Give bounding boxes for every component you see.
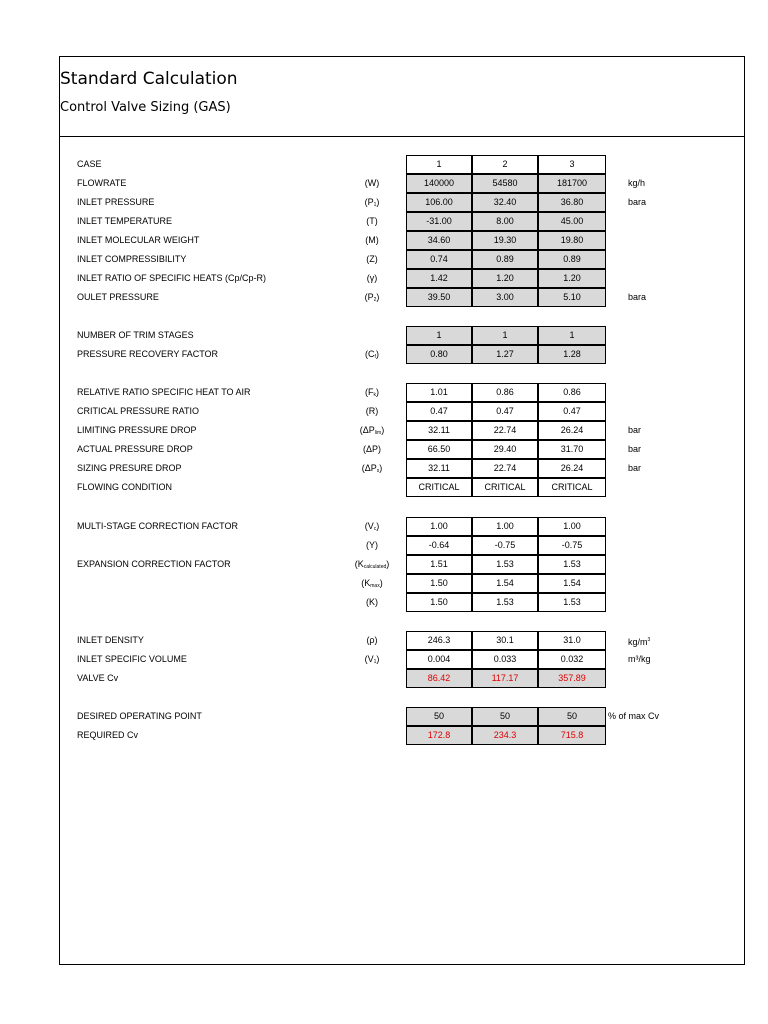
inlet-temperature-row xyxy=(60,212,746,231)
value-cell: 181700 xyxy=(538,174,606,193)
value-cell: 106.00 xyxy=(406,193,472,212)
value-cell: 45.00 xyxy=(538,212,606,231)
row-symbol: $(V_1)$ xyxy=(364,654,380,665)
value-cell: 1.54 xyxy=(472,574,538,593)
value-cell: 30.1 xyxy=(472,631,538,650)
row-symbol: (γ) xyxy=(366,273,378,283)
value-cell: 0.89 xyxy=(538,250,606,269)
calculation-sheet xyxy=(59,56,745,965)
row-symbol: (ΔP) xyxy=(362,444,381,454)
flowrate-row xyxy=(60,174,746,193)
row-label: ACTUAL PRESSURE DROP xyxy=(77,444,193,454)
pressure-recovery-factor-row xyxy=(60,345,746,364)
value-cell: -0.75 xyxy=(538,536,606,555)
value-cell: 0.47 xyxy=(406,402,472,421)
page-subtitle: Control Valve Sizing (GAS) xyxy=(60,100,231,115)
value-cell: 54580 xyxy=(472,174,538,193)
row-label: REQUIRED Cv xyxy=(77,730,139,740)
row-symbol: (Z) xyxy=(366,254,378,264)
row-label: CASE xyxy=(77,159,102,169)
row-symbol: (T) xyxy=(366,216,378,226)
value-cell: 1.51 xyxy=(406,555,472,574)
value-cell: 0.89 xyxy=(472,250,538,269)
row-label: FLOWRATE xyxy=(77,178,127,188)
value-cell: -0.64 xyxy=(406,536,472,555)
value-cell: 0.004 xyxy=(406,650,472,669)
row-label: LIMITING PRESSURE DROP xyxy=(77,425,197,435)
row-label: OULET PRESSURE xyxy=(77,292,159,302)
row-unit: % of max Cv xyxy=(608,711,660,721)
critical-pressure-ratio-row xyxy=(60,402,746,421)
result-cell: 357.89 xyxy=(538,669,606,688)
row-label: INLET TEMPERATURE xyxy=(77,216,173,226)
row-symbol: $(K_{calculated})$ xyxy=(354,559,390,570)
row-label: INLET PRESSURE xyxy=(77,197,155,207)
row-label: INLET COMPRESSIBILITY xyxy=(77,254,187,264)
value-cell: 8.00 xyxy=(472,212,538,231)
value-cell: -31.00 xyxy=(406,212,472,231)
trim-stages-row xyxy=(60,326,746,345)
value-cell: 1.00 xyxy=(406,517,472,536)
value-cell: 1.20 xyxy=(538,269,606,288)
outlet-pressure-row xyxy=(60,288,746,307)
header-divider xyxy=(60,136,744,137)
value-cell: 19.80 xyxy=(538,231,606,250)
row-symbol: (Y) xyxy=(366,540,378,550)
value-cell: 0.86 xyxy=(472,383,538,402)
value-cell: 1.28 xyxy=(538,345,606,364)
valve-cv-row xyxy=(60,669,746,688)
inlet-pressure-row xyxy=(60,193,746,212)
value-cell: 1.50 xyxy=(406,574,472,593)
row-symbol: (ρ) xyxy=(366,635,378,645)
row-label: EXPANSION CORRECTION FACTOR xyxy=(77,559,231,569)
value-cell: 0.86 xyxy=(538,383,606,402)
required-cv-row xyxy=(60,726,746,745)
value-cell: 31.70 xyxy=(538,440,606,459)
row-symbol: $(\Delta P_s)$ xyxy=(361,463,383,474)
inlet-compressibility-row xyxy=(60,250,746,269)
row-unit: kg/h xyxy=(628,178,646,188)
value-cell: 0.47 xyxy=(538,402,606,421)
page-title: Standard Calculation xyxy=(60,69,238,89)
value-cell: CRITICAL xyxy=(472,478,538,497)
value-cell: 5.10 xyxy=(538,288,606,307)
row-unit: m³/kg xyxy=(628,654,651,664)
row-unit: bar xyxy=(628,425,642,435)
k-max-row xyxy=(60,574,746,593)
row-symbol: (W) xyxy=(364,178,380,188)
result-cell: 172.8 xyxy=(406,726,472,745)
row-label: VALVE Cv xyxy=(77,673,119,683)
row-label: INLET SPECIFIC VOLUME xyxy=(77,654,187,664)
case-1-cell: 1 xyxy=(406,155,472,174)
value-cell: 31.0 xyxy=(538,631,606,650)
value-cell: 32.11 xyxy=(406,459,472,478)
row-label: CRITICAL PRESSURE RATIO xyxy=(77,406,200,416)
value-cell: 1 xyxy=(472,326,538,345)
case-3-cell: 3 xyxy=(538,155,606,174)
value-cell: CRITICAL xyxy=(406,478,472,497)
value-cell: 39.50 xyxy=(406,288,472,307)
row-unit: bar xyxy=(628,444,642,454)
value-cell: 1.01 xyxy=(406,383,472,402)
value-cell: 50 xyxy=(538,707,606,726)
value-cell: 0.033 xyxy=(472,650,538,669)
case-row xyxy=(60,155,746,174)
value-cell: CRITICAL xyxy=(538,478,606,497)
value-cell: 1.50 xyxy=(406,593,472,612)
row-symbol: (M) xyxy=(365,235,379,245)
value-cell: 1.00 xyxy=(538,517,606,536)
value-cell: 36.80 xyxy=(538,193,606,212)
relative-heat-ratio-row xyxy=(60,383,746,402)
specific-heats-ratio-row xyxy=(60,269,746,288)
row-symbol: $(V_c)$ xyxy=(364,521,380,532)
row-label: INLET MOLECULAR WEIGHT xyxy=(77,235,200,245)
row-symbol: (K) xyxy=(366,597,378,607)
row-unit: $kg/m^3$ xyxy=(628,637,651,647)
value-cell: 32.11 xyxy=(406,421,472,440)
desired-operating-point-row xyxy=(60,707,746,726)
value-cell: 1.27 xyxy=(472,345,538,364)
row-unit: bara xyxy=(628,197,647,207)
value-cell: 19.30 xyxy=(472,231,538,250)
value-cell: 34.60 xyxy=(406,231,472,250)
inlet-density-row xyxy=(60,631,746,650)
multistage-correction-row xyxy=(60,517,746,536)
row-symbol: $(P_1)$ xyxy=(364,197,380,208)
row-symbol: $(F_k)$ xyxy=(365,387,379,398)
value-cell: 66.50 xyxy=(406,440,472,459)
row-label: RELATIVE RATIO SPECIFIC HEAT TO AIR xyxy=(77,387,251,397)
value-cell: 26.24 xyxy=(538,459,606,478)
result-cell: 86.42 xyxy=(406,669,472,688)
value-cell: -0.75 xyxy=(472,536,538,555)
k-row xyxy=(60,593,746,612)
value-cell: 1.20 xyxy=(472,269,538,288)
expansion-correction-row xyxy=(60,555,746,574)
limiting-pressure-drop-row xyxy=(60,421,746,440)
row-symbol: $(C_f)$ xyxy=(365,349,379,360)
row-label: DESIRED OPERATING POINT xyxy=(77,711,202,721)
inlet-molecular-weight-row xyxy=(60,231,746,250)
value-cell: 0.74 xyxy=(406,250,472,269)
value-cell: 3.00 xyxy=(472,288,538,307)
row-symbol: $(K_{max})$ xyxy=(361,578,383,589)
row-symbol: (R) xyxy=(365,406,379,416)
result-cell: 715.8 xyxy=(538,726,606,745)
value-cell: 0.80 xyxy=(406,345,472,364)
row-unit: bar xyxy=(628,463,642,473)
case-2-cell: 2 xyxy=(472,155,538,174)
row-label: NUMBER OF TRIM STAGES xyxy=(77,330,194,340)
value-cell: 1.54 xyxy=(538,574,606,593)
row-label: MULTI-STAGE CORRECTION FACTOR xyxy=(77,521,239,531)
value-cell: 22.74 xyxy=(472,459,538,478)
value-cell: 1 xyxy=(406,326,472,345)
value-cell: 140000 xyxy=(406,174,472,193)
row-symbol: $(P_2)$ xyxy=(364,292,380,303)
value-cell: 0.47 xyxy=(472,402,538,421)
value-cell: 1.53 xyxy=(472,593,538,612)
actual-pressure-drop-row xyxy=(60,440,746,459)
row-symbol: $(\Delta P_{lim})$ xyxy=(359,425,385,436)
flowing-condition-row xyxy=(60,478,746,497)
row-label: INLET DENSITY xyxy=(77,635,144,645)
value-cell: 246.3 xyxy=(406,631,472,650)
value-cell: 0.032 xyxy=(538,650,606,669)
value-cell: 22.74 xyxy=(472,421,538,440)
value-cell: 29.40 xyxy=(472,440,538,459)
value-cell: 1.42 xyxy=(406,269,472,288)
value-cell: 1.53 xyxy=(538,593,606,612)
value-cell: 1 xyxy=(538,326,606,345)
value-cell: 1.53 xyxy=(472,555,538,574)
inlet-specific-volume-row xyxy=(60,650,746,669)
value-cell: 26.24 xyxy=(538,421,606,440)
row-label: FLOWING CONDITION xyxy=(77,482,172,492)
result-cell: 234.3 xyxy=(472,726,538,745)
value-cell: 1.53 xyxy=(538,555,606,574)
result-cell: 117.17 xyxy=(472,669,538,688)
value-cell: 50 xyxy=(472,707,538,726)
value-cell: 1.00 xyxy=(472,517,538,536)
y-factor-row xyxy=(60,536,746,555)
row-label: PRESSURE RECOVERY FACTOR xyxy=(77,349,219,359)
row-unit: bara xyxy=(628,292,647,302)
sizing-pressure-drop-row xyxy=(60,459,746,478)
row-label: SIZING PRESURE DROP xyxy=(77,463,182,473)
row-label: INLET RATIO OF SPECIFIC HEATS (Cp/Cp-R) xyxy=(77,273,267,283)
value-cell: 32.40 xyxy=(472,193,538,212)
value-cell: 50 xyxy=(406,707,472,726)
